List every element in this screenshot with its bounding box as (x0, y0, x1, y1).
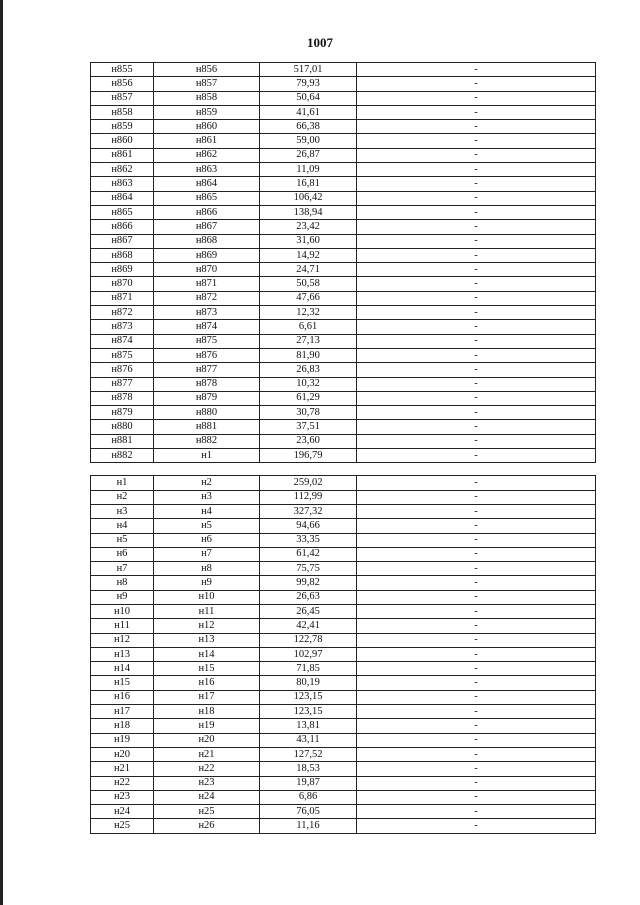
note-cell: - (357, 120, 596, 134)
distance-cell: 47,66 (260, 291, 357, 305)
spacer-row (91, 463, 596, 476)
note-cell: - (357, 547, 596, 561)
from-point-cell: н7 (91, 562, 154, 576)
note-cell: - (357, 306, 596, 320)
from-point-cell: н8 (91, 576, 154, 590)
distance-cell: 327,32 (260, 504, 357, 518)
note-cell: - (357, 747, 596, 761)
note-cell: - (357, 504, 596, 518)
distance-cell: 18,53 (260, 762, 357, 776)
distance-cell: 23,42 (260, 220, 357, 234)
from-point-cell: н858 (91, 105, 154, 119)
from-point-cell: н20 (91, 747, 154, 761)
scan-edge (0, 0, 3, 905)
from-point-cell: н864 (91, 191, 154, 205)
distance-cell: 127,52 (260, 747, 357, 761)
table-row (91, 776, 596, 790)
note-cell: - (357, 291, 596, 305)
note-cell: - (357, 576, 596, 590)
table-row (91, 120, 596, 134)
distance-cell: 259,02 (260, 476, 357, 490)
from-point-cell: н860 (91, 134, 154, 148)
to-point-cell: н873 (154, 306, 260, 320)
to-point-cell: н20 (154, 733, 260, 747)
from-point-cell: н25 (91, 819, 154, 833)
from-point-cell: н18 (91, 719, 154, 733)
distance-cell: 26,45 (260, 604, 357, 618)
to-point-cell: н25 (154, 805, 260, 819)
note-cell: - (357, 320, 596, 334)
distance-cell: 80,19 (260, 676, 357, 690)
from-point-cell: н869 (91, 263, 154, 277)
table-row (91, 306, 596, 320)
from-point-cell: н873 (91, 320, 154, 334)
note-cell: - (357, 148, 596, 162)
distance-cell: 99,82 (260, 576, 357, 590)
to-point-cell: н872 (154, 291, 260, 305)
from-point-cell: н4 (91, 519, 154, 533)
distance-cell: 102,97 (260, 647, 357, 661)
from-point-cell: н16 (91, 690, 154, 704)
spacer-cell (91, 463, 596, 476)
distance-cell: 42,41 (260, 619, 357, 633)
from-point-cell: н876 (91, 363, 154, 377)
note-cell: - (357, 234, 596, 248)
distance-cell: 106,42 (260, 191, 357, 205)
table-row (91, 105, 596, 119)
distance-cell: 26,63 (260, 590, 357, 604)
from-point-cell: н875 (91, 348, 154, 362)
from-point-cell: н863 (91, 177, 154, 191)
table-row (91, 191, 596, 205)
to-point-cell: н1 (154, 449, 260, 463)
from-point-cell: н868 (91, 248, 154, 262)
table-row (91, 148, 596, 162)
from-point-cell: н870 (91, 277, 154, 291)
to-point-cell: н9 (154, 576, 260, 590)
table-row (91, 490, 596, 504)
distance-cell: 12,32 (260, 306, 357, 320)
distance-cell: 14,92 (260, 248, 357, 262)
table-section-b (91, 476, 596, 833)
to-point-cell: н878 (154, 377, 260, 391)
note-cell: - (357, 733, 596, 747)
from-point-cell: н2 (91, 490, 154, 504)
from-point-cell: н879 (91, 406, 154, 420)
note-cell: - (357, 177, 596, 191)
distance-cell: 71,85 (260, 662, 357, 676)
from-point-cell: н859 (91, 120, 154, 134)
table-row (91, 733, 596, 747)
table-row (91, 576, 596, 590)
note-cell: - (357, 476, 596, 490)
from-point-cell: н862 (91, 163, 154, 177)
note-cell: - (357, 220, 596, 234)
to-point-cell: н2 (154, 476, 260, 490)
note-cell: - (357, 449, 596, 463)
distance-cell: 50,64 (260, 91, 357, 105)
note-cell: - (357, 377, 596, 391)
table-row (91, 476, 596, 490)
table-row (91, 705, 596, 719)
to-point-cell: н6 (154, 533, 260, 547)
to-point-cell: н19 (154, 719, 260, 733)
to-point-cell: н866 (154, 205, 260, 219)
from-point-cell: н11 (91, 619, 154, 633)
table-row (91, 619, 596, 633)
table-row (91, 604, 596, 618)
distance-cell: 94,66 (260, 519, 357, 533)
table-row (91, 590, 596, 604)
distance-cell: 16,81 (260, 177, 357, 191)
table-row (91, 719, 596, 733)
to-point-cell: н16 (154, 676, 260, 690)
note-cell: - (357, 676, 596, 690)
distance-cell: 517,01 (260, 63, 357, 77)
note-cell: - (357, 533, 596, 547)
to-point-cell: н17 (154, 690, 260, 704)
table-row (91, 320, 596, 334)
to-point-cell: н879 (154, 391, 260, 405)
to-point-cell: н868 (154, 234, 260, 248)
to-point-cell: н861 (154, 134, 260, 148)
from-point-cell: н874 (91, 334, 154, 348)
table-row (91, 363, 596, 377)
to-point-cell: н860 (154, 120, 260, 134)
note-cell: - (357, 805, 596, 819)
note-cell: - (357, 205, 596, 219)
table-row (91, 747, 596, 761)
note-cell: - (357, 762, 596, 776)
table-row (91, 662, 596, 676)
from-point-cell: н867 (91, 234, 154, 248)
to-point-cell: н8 (154, 562, 260, 576)
note-cell: - (357, 191, 596, 205)
from-point-cell: н861 (91, 148, 154, 162)
to-point-cell: н7 (154, 547, 260, 561)
note-cell: - (357, 277, 596, 291)
distance-cell: 50,58 (260, 277, 357, 291)
from-point-cell: н877 (91, 377, 154, 391)
note-cell: - (357, 705, 596, 719)
from-point-cell: н856 (91, 77, 154, 91)
distance-cell: 24,71 (260, 263, 357, 277)
to-point-cell: н10 (154, 590, 260, 604)
from-point-cell: н881 (91, 434, 154, 448)
from-point-cell: н15 (91, 676, 154, 690)
table-row (91, 676, 596, 690)
to-point-cell: н857 (154, 77, 260, 91)
distance-cell: 79,93 (260, 77, 357, 91)
distance-cell: 122,78 (260, 633, 357, 647)
note-cell: - (357, 662, 596, 676)
from-point-cell: н882 (91, 449, 154, 463)
table-row (91, 420, 596, 434)
table-row (91, 348, 596, 362)
note-cell: - (357, 363, 596, 377)
distance-cell: 10,32 (260, 377, 357, 391)
from-point-cell: н17 (91, 705, 154, 719)
note-cell: - (357, 434, 596, 448)
from-point-cell: н865 (91, 205, 154, 219)
table-row (91, 134, 596, 148)
from-point-cell: н866 (91, 220, 154, 234)
to-point-cell: н12 (154, 619, 260, 633)
note-cell: - (357, 719, 596, 733)
from-point-cell: н1 (91, 476, 154, 490)
note-cell: - (357, 63, 596, 77)
note-cell: - (357, 420, 596, 434)
note-cell: - (357, 134, 596, 148)
to-point-cell: н4 (154, 504, 260, 518)
note-cell: - (357, 163, 596, 177)
distance-cell: 27,13 (260, 334, 357, 348)
table-row (91, 163, 596, 177)
boundary-table (90, 62, 596, 834)
to-point-cell: н865 (154, 191, 260, 205)
to-point-cell: н867 (154, 220, 260, 234)
distance-cell: 43,11 (260, 733, 357, 747)
to-point-cell: н18 (154, 705, 260, 719)
table-row (91, 377, 596, 391)
to-point-cell: н858 (154, 91, 260, 105)
from-point-cell: н3 (91, 504, 154, 518)
table-row (91, 449, 596, 463)
page-number: 1007 (307, 35, 333, 50)
from-point-cell: н10 (91, 604, 154, 618)
distance-cell: 33,35 (260, 533, 357, 547)
to-point-cell: н862 (154, 148, 260, 162)
from-point-cell: н6 (91, 547, 154, 561)
note-cell: - (357, 790, 596, 804)
table-row (91, 391, 596, 405)
to-point-cell: н22 (154, 762, 260, 776)
to-point-cell: н21 (154, 747, 260, 761)
distance-cell: 61,42 (260, 547, 357, 561)
note-cell: - (357, 590, 596, 604)
distance-cell: 59,00 (260, 134, 357, 148)
table-row (91, 805, 596, 819)
to-point-cell: н23 (154, 776, 260, 790)
table-row (91, 690, 596, 704)
distance-cell: 37,51 (260, 420, 357, 434)
table-row (91, 277, 596, 291)
distance-cell: 112,99 (260, 490, 357, 504)
from-point-cell: н855 (91, 63, 154, 77)
table-row (91, 562, 596, 576)
to-point-cell: н859 (154, 105, 260, 119)
distance-cell: 11,09 (260, 163, 357, 177)
to-point-cell: н856 (154, 63, 260, 77)
note-cell: - (357, 633, 596, 647)
distance-cell: 75,75 (260, 562, 357, 576)
table-row (91, 91, 596, 105)
distance-cell: 13,81 (260, 719, 357, 733)
to-point-cell: н14 (154, 647, 260, 661)
from-point-cell: н23 (91, 790, 154, 804)
to-point-cell: н26 (154, 819, 260, 833)
distance-cell: 19,87 (260, 776, 357, 790)
from-point-cell: н878 (91, 391, 154, 405)
table-row (91, 533, 596, 547)
table-row (91, 762, 596, 776)
distance-cell: 123,15 (260, 690, 357, 704)
distance-cell: 138,94 (260, 205, 357, 219)
from-point-cell: н871 (91, 291, 154, 305)
table-row (91, 63, 596, 77)
distance-cell: 76,05 (260, 805, 357, 819)
note-cell: - (357, 406, 596, 420)
note-cell: - (357, 776, 596, 790)
to-point-cell: н863 (154, 163, 260, 177)
distance-cell: 23,60 (260, 434, 357, 448)
distance-cell: 30,78 (260, 406, 357, 420)
table-row (91, 291, 596, 305)
distance-cell: 6,86 (260, 790, 357, 804)
table-row (91, 633, 596, 647)
from-point-cell: н880 (91, 420, 154, 434)
table-row (91, 205, 596, 219)
to-point-cell: н880 (154, 406, 260, 420)
distance-cell: 66,38 (260, 120, 357, 134)
table-spacer (91, 463, 596, 476)
note-cell: - (357, 562, 596, 576)
from-point-cell: н19 (91, 733, 154, 747)
to-point-cell: н864 (154, 177, 260, 191)
distance-cell: 41,61 (260, 105, 357, 119)
note-cell: - (357, 604, 596, 618)
note-cell: - (357, 690, 596, 704)
note-cell: - (357, 647, 596, 661)
note-cell: - (357, 77, 596, 91)
to-point-cell: н875 (154, 334, 260, 348)
to-point-cell: н876 (154, 348, 260, 362)
to-point-cell: н881 (154, 420, 260, 434)
table-row (91, 647, 596, 661)
table-row (91, 406, 596, 420)
note-cell: - (357, 105, 596, 119)
table-row (91, 434, 596, 448)
from-point-cell: н12 (91, 633, 154, 647)
to-point-cell: н882 (154, 434, 260, 448)
to-point-cell: н13 (154, 633, 260, 647)
note-cell: - (357, 519, 596, 533)
to-point-cell: н869 (154, 248, 260, 262)
distance-cell: 196,79 (260, 449, 357, 463)
from-point-cell: н9 (91, 590, 154, 604)
table-row (91, 504, 596, 518)
note-cell: - (357, 263, 596, 277)
note-cell: - (357, 248, 596, 262)
to-point-cell: н874 (154, 320, 260, 334)
note-cell: - (357, 91, 596, 105)
table-row (91, 790, 596, 804)
table-row (91, 220, 596, 234)
to-point-cell: н11 (154, 604, 260, 618)
to-point-cell: н3 (154, 490, 260, 504)
from-point-cell: н21 (91, 762, 154, 776)
from-point-cell: н24 (91, 805, 154, 819)
distance-cell: 26,87 (260, 148, 357, 162)
distance-cell: 123,15 (260, 705, 357, 719)
note-cell: - (357, 391, 596, 405)
distance-cell: 11,16 (260, 819, 357, 833)
table-section-a (91, 63, 596, 463)
distance-cell: 81,90 (260, 348, 357, 362)
note-cell: - (357, 348, 596, 362)
table-row (91, 77, 596, 91)
to-point-cell: н24 (154, 790, 260, 804)
note-cell: - (357, 619, 596, 633)
to-point-cell: н871 (154, 277, 260, 291)
table-row (91, 547, 596, 561)
from-point-cell: н5 (91, 533, 154, 547)
note-cell: - (357, 490, 596, 504)
table-row (91, 234, 596, 248)
from-point-cell: н14 (91, 662, 154, 676)
from-point-cell: н872 (91, 306, 154, 320)
to-point-cell: н15 (154, 662, 260, 676)
to-point-cell: н870 (154, 263, 260, 277)
to-point-cell: н877 (154, 363, 260, 377)
table-row (91, 248, 596, 262)
table-row (91, 263, 596, 277)
from-point-cell: н857 (91, 91, 154, 105)
from-point-cell: н13 (91, 647, 154, 661)
distance-cell: 6,61 (260, 320, 357, 334)
from-point-cell: н22 (91, 776, 154, 790)
distance-cell: 61,29 (260, 391, 357, 405)
table-row (91, 519, 596, 533)
to-point-cell: н5 (154, 519, 260, 533)
distance-cell: 26,83 (260, 363, 357, 377)
distance-cell: 31,60 (260, 234, 357, 248)
note-cell: - (357, 819, 596, 833)
table-row (91, 819, 596, 833)
table-row (91, 177, 596, 191)
note-cell: - (357, 334, 596, 348)
table-row (91, 334, 596, 348)
